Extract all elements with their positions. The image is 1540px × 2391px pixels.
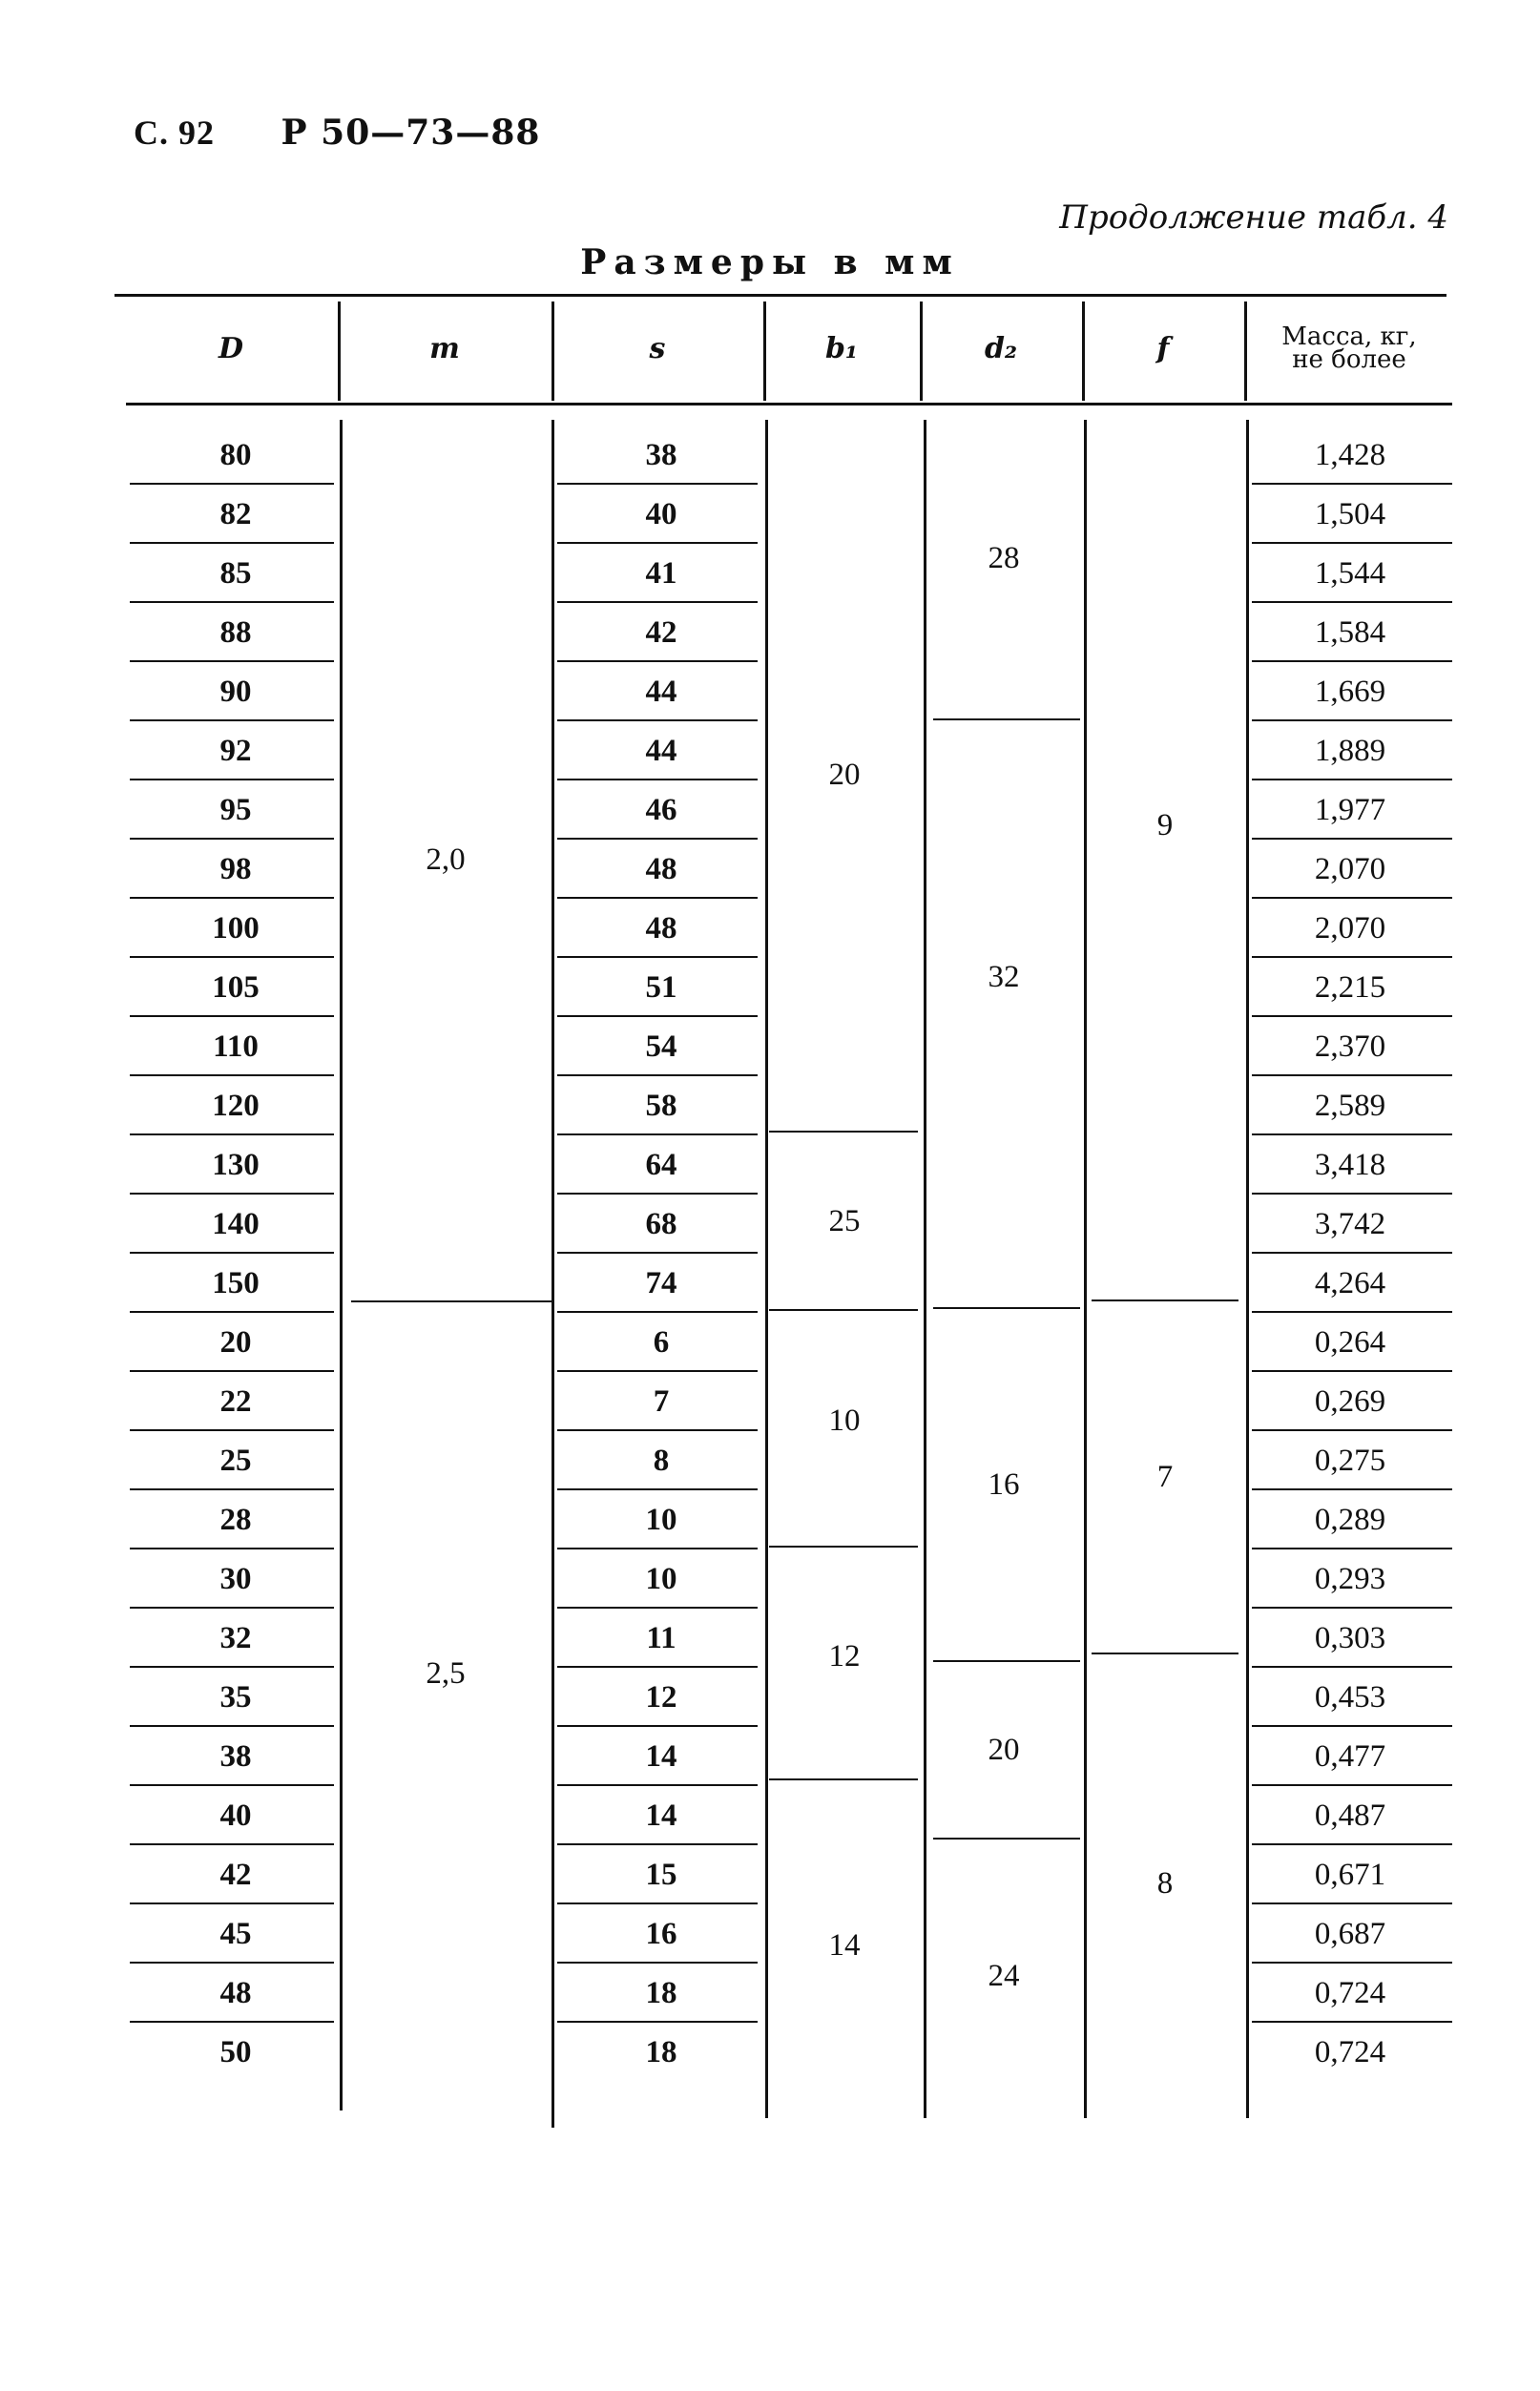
mass-cell: 2,370 bbox=[1314, 1029, 1386, 1064]
mass-header-line-1: Масса, кг, bbox=[1281, 322, 1417, 351]
mass-cell: 0,293 bbox=[1314, 1561, 1386, 1596]
s-cell: 14 bbox=[645, 1738, 677, 1774]
f-group-value: 7 bbox=[1156, 1459, 1174, 1494]
d-cell: 40 bbox=[219, 1798, 252, 1833]
b1-group-rule bbox=[769, 1309, 918, 1311]
body-divider bbox=[551, 420, 554, 2128]
d2-group-value: 32 bbox=[988, 959, 1020, 994]
d2-group-value: 16 bbox=[988, 1466, 1020, 1502]
d-cell: 105 bbox=[212, 969, 260, 1005]
d2-group-value: 20 bbox=[988, 1732, 1020, 1767]
mass-cell: 3,742 bbox=[1314, 1206, 1386, 1241]
s-cell: 40 bbox=[645, 496, 677, 531]
standard-code: Р 50—73—88 bbox=[281, 113, 541, 153]
d-cell: 45 bbox=[219, 1916, 252, 1951]
table-continuation-note: Продолжение табл. 4 bbox=[1059, 198, 1448, 237]
mass-cell: 0,303 bbox=[1314, 1620, 1386, 1655]
mass-cell: 1,584 bbox=[1314, 614, 1386, 650]
mass-cell: 2,215 bbox=[1314, 969, 1386, 1005]
mass-cell: 1,428 bbox=[1314, 437, 1386, 472]
column-header-f: f bbox=[1156, 331, 1170, 365]
d-cell: 80 bbox=[219, 437, 252, 472]
d-cell: 35 bbox=[219, 1679, 252, 1715]
s-cell: 14 bbox=[645, 1798, 677, 1833]
f-group-value: 8 bbox=[1156, 1865, 1174, 1901]
s-cell: 10 bbox=[645, 1561, 677, 1596]
s-cell: 6 bbox=[653, 1324, 670, 1360]
d2-group-rule bbox=[933, 1660, 1080, 1662]
s-cell: 7 bbox=[653, 1383, 670, 1419]
column-header-m: m bbox=[429, 331, 460, 365]
b1-group-value: 20 bbox=[828, 757, 861, 792]
s-cell: 51 bbox=[645, 969, 677, 1005]
d-cell: 22 bbox=[219, 1383, 252, 1419]
mass-cell: 2,589 bbox=[1314, 1088, 1386, 1123]
d-cell: 32 bbox=[219, 1620, 252, 1655]
mass-cell: 0,724 bbox=[1314, 2034, 1386, 2069]
f-group-value: 9 bbox=[1156, 807, 1174, 842]
s-cell: 41 bbox=[645, 555, 677, 591]
mass-cell: 2,070 bbox=[1314, 910, 1386, 946]
mass-cell: 3,418 bbox=[1314, 1147, 1386, 1182]
mass-cell: 1,504 bbox=[1314, 496, 1386, 531]
mass-cell: 0,275 bbox=[1314, 1443, 1386, 1478]
s-cell: 12 bbox=[645, 1679, 677, 1715]
s-cell: 46 bbox=[645, 792, 677, 827]
d-cell: 95 bbox=[219, 792, 252, 827]
mass-cell: 1,977 bbox=[1314, 792, 1386, 827]
d2-group-value: 24 bbox=[988, 1958, 1020, 1993]
mass-cell: 1,889 bbox=[1314, 733, 1386, 768]
b1-group-rule bbox=[769, 1778, 918, 1780]
s-cell: 11 bbox=[646, 1620, 676, 1655]
d-cell: 82 bbox=[219, 496, 252, 531]
d2-group-rule bbox=[933, 1838, 1080, 1840]
s-cell: 18 bbox=[645, 1975, 677, 2010]
m-group-rule bbox=[351, 1300, 551, 1302]
s-cell: 8 bbox=[653, 1443, 670, 1478]
mass-cell: 0,477 bbox=[1314, 1738, 1386, 1774]
s-cell: 44 bbox=[645, 733, 677, 768]
d-cell: 38 bbox=[219, 1738, 252, 1774]
b1-group-value: 12 bbox=[828, 1638, 861, 1674]
d-cell: 42 bbox=[219, 1857, 252, 1892]
b1-group-rule bbox=[769, 1131, 918, 1133]
mass-header-line-2: не более bbox=[1292, 345, 1406, 374]
d2-group-value: 28 bbox=[988, 540, 1020, 575]
mass-cell: 4,264 bbox=[1314, 1265, 1386, 1300]
s-cell: 48 bbox=[645, 851, 677, 886]
s-cell: 18 bbox=[645, 2034, 677, 2069]
b1-group-value: 25 bbox=[828, 1203, 861, 1238]
column-header-b1: b₁ bbox=[824, 331, 859, 365]
d-cell: 88 bbox=[219, 614, 252, 650]
d-cell: 150 bbox=[212, 1265, 260, 1300]
s-cell: 38 bbox=[645, 437, 677, 472]
page-number: С. 92 bbox=[134, 114, 215, 152]
b1-group-rule bbox=[769, 1546, 918, 1548]
mass-cell: 0,487 bbox=[1314, 1798, 1386, 1833]
f-group-rule bbox=[1092, 1299, 1238, 1301]
m-group-value: 2,5 bbox=[426, 1655, 466, 1691]
d-cell: 92 bbox=[219, 733, 252, 768]
d2-group-rule bbox=[933, 1307, 1080, 1309]
d-cell: 90 bbox=[219, 674, 252, 709]
f-group-rule bbox=[1092, 1653, 1238, 1654]
column-header-mass bbox=[1244, 296, 1454, 401]
d-cell: 120 bbox=[212, 1088, 260, 1123]
mass-cell: 0,671 bbox=[1314, 1857, 1386, 1892]
d-cell: 30 bbox=[219, 1561, 252, 1596]
column-header-d: D bbox=[218, 331, 243, 365]
mass-cell: 0,453 bbox=[1314, 1679, 1386, 1715]
d-cell: 25 bbox=[219, 1443, 252, 1478]
mass-cell: 2,070 bbox=[1314, 851, 1386, 886]
s-cell: 64 bbox=[645, 1147, 677, 1182]
s-cell: 16 bbox=[645, 1916, 677, 1951]
column-header-d2: d₂ bbox=[984, 331, 1018, 365]
column-header-s: s bbox=[649, 331, 666, 365]
mass-cell: 0,687 bbox=[1314, 1916, 1386, 1951]
s-cell: 44 bbox=[645, 674, 677, 709]
body-divider bbox=[1246, 420, 1249, 2118]
s-cell: 15 bbox=[645, 1857, 677, 1892]
s-cell: 10 bbox=[645, 1502, 677, 1537]
d-cell: 48 bbox=[219, 1975, 252, 2010]
s-cell: 68 bbox=[645, 1206, 677, 1241]
d-cell: 20 bbox=[219, 1324, 252, 1360]
mass-cell: 1,544 bbox=[1314, 555, 1386, 591]
mass-cell: 0,269 bbox=[1314, 1383, 1386, 1419]
d-cell: 85 bbox=[219, 555, 252, 591]
d-cell: 50 bbox=[219, 2034, 252, 2069]
d2-group-rule bbox=[933, 718, 1080, 720]
m-group-value: 2,0 bbox=[426, 842, 466, 877]
mass-cell: 0,289 bbox=[1314, 1502, 1386, 1537]
d-cell: 28 bbox=[219, 1502, 252, 1537]
units-caption: Размеры в мм bbox=[580, 242, 960, 282]
mass-cell: 1,669 bbox=[1314, 674, 1386, 709]
d-cell: 100 bbox=[212, 910, 260, 946]
d-cell: 110 bbox=[213, 1029, 259, 1064]
s-cell: 74 bbox=[645, 1265, 677, 1300]
b1-group-value: 14 bbox=[828, 1927, 861, 1963]
b1-group-value: 10 bbox=[828, 1403, 861, 1438]
s-cell: 58 bbox=[645, 1088, 677, 1123]
s-cell: 48 bbox=[645, 910, 677, 946]
mass-cell: 0,264 bbox=[1314, 1324, 1386, 1360]
s-cell: 54 bbox=[645, 1029, 677, 1064]
mass-cell: 0,724 bbox=[1314, 1975, 1386, 2010]
d-cell: 140 bbox=[212, 1206, 260, 1241]
header-bottom-rule bbox=[126, 403, 1452, 405]
d-cell: 130 bbox=[212, 1147, 260, 1182]
d-cell: 98 bbox=[219, 851, 252, 886]
s-cell: 42 bbox=[645, 614, 677, 650]
